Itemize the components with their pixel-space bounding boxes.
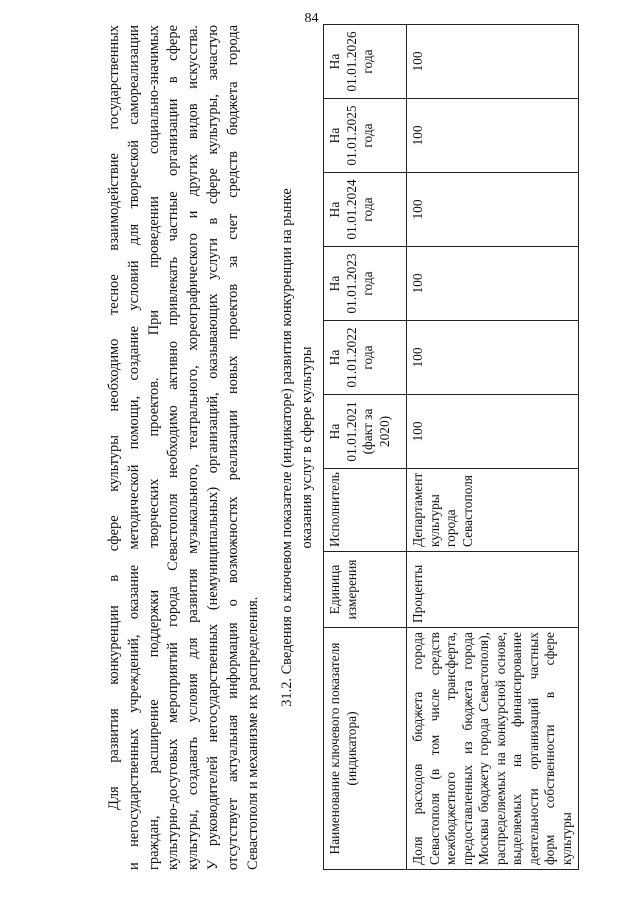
value-2023: 100 — [407, 247, 579, 321]
paragraph-line: отсутствует актуальная информация о возможностях реализации новых проектов за счет средств бюджета города — [224, 25, 241, 870]
page-number: 84 — [304, 11, 319, 26]
indicator-text: Доля расходов бюджета города Севастополя (в том числе средств межбюджетного трансферта, предоставленных из бюджета города Москвы бюджету города Севастополя), распределяемых на конкурсной основе, выделяемых на финансирование деятельности организаций частных форм собственности в сфере — [410, 632, 557, 865]
header-unit: Единица измерения — [324, 552, 407, 628]
paragraph-line: граждан, расширение поддержки творческих проектов. При проведении социально-значимых — [145, 25, 162, 870]
executor-cell: Департамент культуры города Севастополя — [407, 469, 579, 552]
header-2022: На 01.01.2022 года — [324, 321, 407, 395]
header-2025: На 01.01.2025 года — [324, 99, 407, 173]
section-heading-line1: 31.2. Сведения о ключевом показателе (индикаторе) развития конкуренции на рынке — [279, 188, 295, 707]
value-2025: 100 — [407, 99, 579, 173]
value-2022: 100 — [407, 321, 579, 395]
section-heading — [277, 25, 317, 870]
header-2023: На 01.01.2023 года — [324, 247, 407, 321]
paragraph-line: Для развития конкуренции в сфере культуры необходимо тесное взаимодействие государственных — [106, 25, 122, 810]
paragraph-line: культурно-досуговых мероприятий города Севастополя необходимо активно привлекать частные организации в сфере — [165, 25, 182, 870]
paragraph-line: культуры, создавать условия для развития музыкального, театрального, хореографического и других видов искусства. — [185, 25, 202, 870]
header-2024: На 01.01.2024 года — [324, 173, 407, 247]
unit-cell: Проценты — [407, 552, 579, 628]
paragraph-line: У руководителей негосударственных (немуниципальных) организаций, оказывающих услуги в сфере культуры, зачастую — [204, 25, 221, 870]
value-2024: 100 — [407, 173, 579, 247]
table-header-row — [324, 25, 407, 870]
header-2026: На 01.01.2026 года — [324, 25, 407, 99]
value-2021: 100 — [407, 395, 579, 469]
indicator-cell — [407, 628, 579, 870]
indicator-text-tail: культуры — [558, 812, 574, 865]
paragraph-line: Севастополя и механизме их распределения. — [244, 596, 261, 870]
paragraph-line: и негосударственных учреждений, оказание методической помощи, создание условий для творческой самореализации — [125, 25, 142, 870]
intro-paragraph — [105, 25, 263, 870]
indicator-table — [323, 24, 579, 870]
rotated-content — [105, 25, 575, 870]
header-executor: Исполнитель — [324, 469, 407, 552]
header-2021: На 01.01.2021 (факт за 2020) — [324, 395, 407, 469]
value-2026: 100 — [407, 25, 579, 99]
table-row — [407, 25, 579, 870]
header-indicator: Наименование ключевого показателя (индикатора) — [324, 628, 407, 870]
section-heading-line2: оказания услуг в сфере культуры — [299, 346, 315, 549]
